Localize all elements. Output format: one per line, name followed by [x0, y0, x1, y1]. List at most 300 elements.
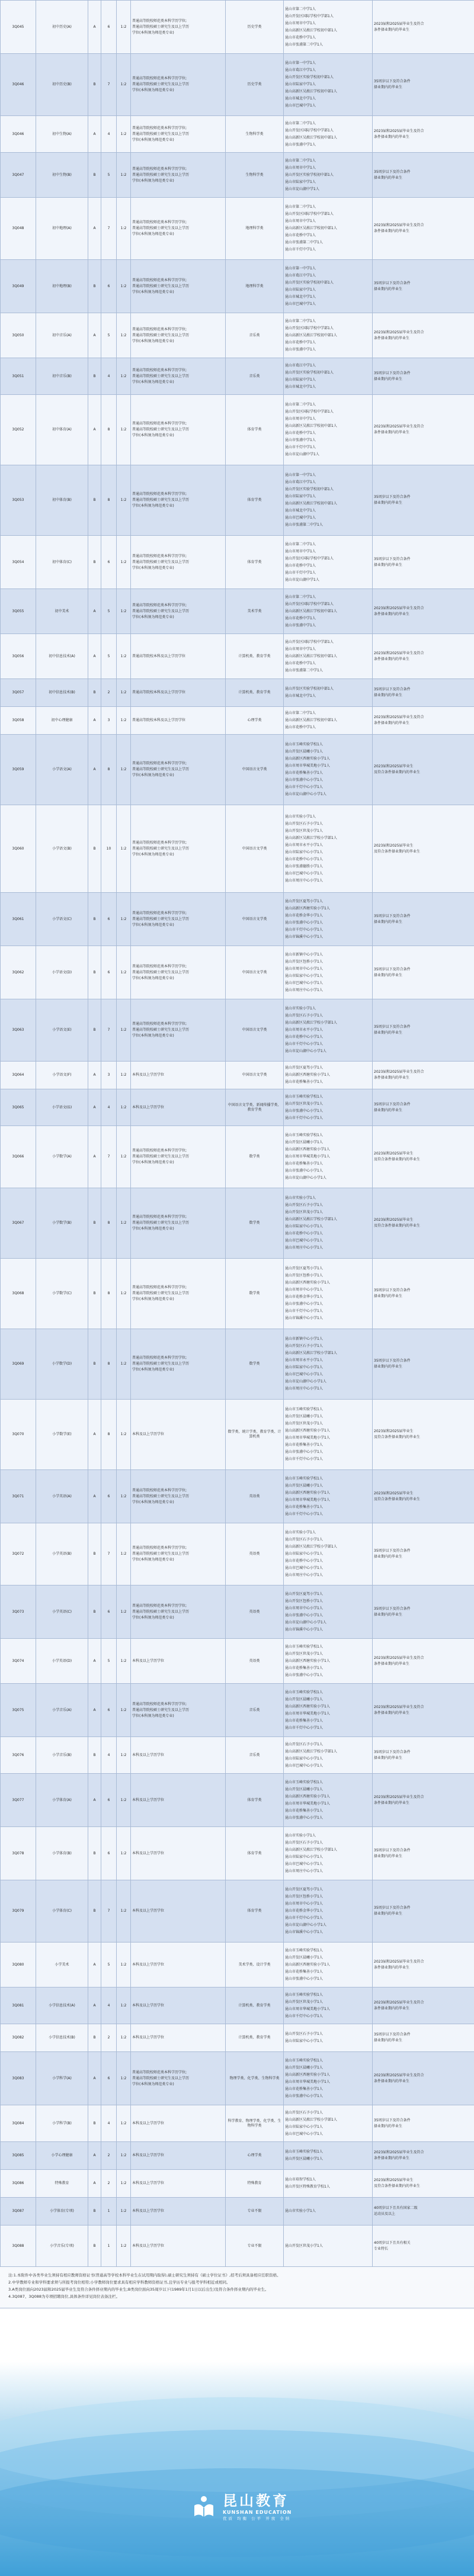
school-line: 昆山开发区世茂小学1人 — [285, 1651, 323, 1656]
school-allocation-cell — [284, 260, 373, 313]
headcount-cell: 4 — [101, 1737, 117, 1774]
category-cell: B — [88, 1880, 101, 1943]
remarks-cell — [373, 634, 474, 679]
position-name-cell: 小学体育(专项) — [36, 2198, 88, 2226]
remark-line: 35周岁以下及符合条件 — [374, 1549, 411, 1553]
category-cell: B — [88, 2198, 101, 2226]
position-code-cell: 3Q065 — [1, 1089, 36, 1126]
major-requirement-cell: 英语类 — [226, 1639, 284, 1684]
requirement-line: 本科及以上学历学位 — [132, 1851, 165, 1855]
remarks-cell — [373, 313, 474, 358]
remark-line: 2023届和2025届毕业生及符合 — [374, 1655, 424, 1660]
footnote-line-4: 4.3Q087、3Q088为专项招聘岗位,具体条件详见岗位表备注栏。 — [8, 2294, 120, 2299]
position-name-cell: 初中生物(A) — [36, 116, 88, 153]
school-line: 昆山开发区包桥小学1人 — [285, 1599, 323, 1603]
requirement-line: 学位(本科须为师范类专业) — [132, 922, 174, 927]
exam-ratio-cell: 1:2 — [117, 2052, 131, 2105]
position-name-cell: 小学体育(A) — [36, 1774, 88, 1827]
requirement-line: 普通高等院校师范类本科学历学位; — [132, 840, 187, 845]
headcount-cell: 2 — [101, 679, 117, 707]
headcount-cell: 4 — [101, 358, 117, 395]
education-requirement-cell — [131, 679, 226, 707]
remark-line: 2023届和2025届毕业生及符合 — [374, 424, 424, 429]
headcount-cell: 8 — [101, 465, 117, 536]
school-line: 昆山高新区吴淞江学校初中部1人 — [285, 89, 337, 94]
school-line: 昆山开发区晨曦小学1人 — [285, 2065, 323, 2070]
category-cell: B — [88, 2226, 101, 2267]
requirement-line: 学位(本科须为师范类专业) — [132, 290, 174, 294]
school-line: 昆山市周庄中心小学1人 — [285, 988, 323, 992]
education-requirement-cell — [131, 1089, 226, 1126]
school-line: 昆山开发区石予小学1人 — [285, 1203, 323, 1207]
remarks-cell — [373, 1470, 474, 1523]
category-cell: A — [88, 116, 101, 153]
requirement-line: 学位(本科须为师范类专业) — [132, 339, 174, 343]
category-cell: B — [88, 153, 101, 198]
remark-line: 择业期内的毕业生 — [374, 287, 403, 291]
category-cell: B — [88, 536, 101, 589]
table-body — [1, 1, 474, 2267]
major-requirement-cell: 数学类 — [226, 1329, 284, 1400]
school-line: 昆山市陆家中心小学1人 — [285, 1854, 323, 1859]
education-requirement-cell — [131, 2226, 226, 2267]
position-name-cell: 小学语文(E) — [36, 999, 88, 1062]
major-requirement-cell: 专业不限 — [226, 2226, 284, 2267]
school-line: 昆山市张浦中心小学1人 — [285, 1673, 323, 1677]
exam-ratio-cell: 1:2 — [117, 1329, 131, 1400]
remark-line: 择业期内的毕业生 — [374, 1755, 403, 1760]
category-cell: B — [88, 1523, 101, 1586]
school-line: 昆山高新区西塘实验小学1人 — [285, 1281, 330, 1285]
position-name-cell: 小学英语(B) — [36, 1523, 88, 1586]
category-cell: A — [88, 2052, 101, 2105]
position-name-cell: 初中心理健康 — [36, 707, 88, 735]
school-line: 昆山市张浦第二中学1人 — [285, 240, 323, 245]
remark-line: 35周岁以下及符合条件 — [374, 2118, 411, 2122]
position-code-cell: 3Q077 — [1, 1774, 36, 1827]
education-requirement-cell — [131, 1684, 226, 1737]
school-line: 昆山市千灯中心小学1人 — [285, 1916, 323, 1920]
requirement-line: 学位(本科须为师范类专业) — [132, 504, 174, 508]
remark-line: 35周岁以下及符合条件 — [374, 687, 411, 692]
table-row — [1, 805, 474, 893]
major-requirement-cell: 数学类 — [226, 1188, 284, 1259]
position-name-cell: 初中信息技术(A) — [36, 634, 88, 679]
headcount-cell: 5 — [101, 1639, 117, 1684]
remark-line: 择业期内的毕业生 — [374, 1365, 403, 1369]
remark-line: 条件择业期内的毕业生 — [374, 2079, 410, 2083]
requirement-line: 普通高等院校本科及以上学历学位 — [132, 718, 186, 722]
position-name-cell: 小学语文(D) — [36, 946, 88, 999]
school-allocation-cell — [284, 2142, 373, 2170]
school-line: 昆山开发区世茂小学1人 — [285, 1210, 323, 1214]
headcount-cell: 6 — [101, 1, 117, 54]
remarks-cell — [373, 2170, 474, 2198]
school-line: 昆山开发区国际学校中学部1人 — [285, 602, 334, 606]
school-line: 昆山市千灯中心小学1人 — [285, 1042, 323, 1046]
remark-line: 35周岁以下及符合条件 — [374, 371, 411, 375]
position-code-cell: 3Q083 — [1, 2052, 36, 2105]
requirement-line: 学位(本科须为师范类专业) — [132, 380, 174, 384]
school-line: 昆山市花桥集善小学1人 — [285, 1808, 323, 1813]
headcount-cell: 8 — [101, 395, 117, 465]
school-line: 昆山开发区特殊教育学校1人 — [285, 2185, 330, 2189]
requirement-line: 学位(本科须为师范类专业) — [132, 178, 174, 183]
major-requirement-cell: 生物科学类 — [226, 153, 284, 198]
major-requirement-cell: 数学类 — [226, 1126, 284, 1188]
school-line: 昆山开发区实验学校初中部1人 — [285, 280, 334, 285]
exam-ratio-cell: 1:2 — [117, 805, 131, 893]
position-name-cell: 小学音乐(B) — [36, 1737, 88, 1774]
headcount-cell: 6 — [101, 1586, 117, 1639]
requirement-line: 普通高等院校师范类本科学历学位; — [132, 368, 187, 372]
category-cell: A — [88, 313, 101, 358]
headcount-cell: 3 — [101, 1062, 117, 1089]
school-line: 昆山市第二中学1人 — [285, 7, 316, 11]
brand-name: 昆山教育 — [223, 2491, 289, 2509]
major-requirement-cell: 计算机类、教育学类 — [226, 2024, 284, 2052]
exam-ratio-cell: 1:2 — [117, 1089, 131, 1126]
remarks-cell — [373, 999, 474, 1062]
footnote — [0, 2266, 474, 2308]
exam-ratio-cell: 1:2 — [117, 2170, 131, 2198]
position-code-cell: 3Q066 — [1, 1126, 36, 1188]
remark-line: 择业期内的毕业生 — [374, 1294, 403, 1298]
position-code-cell: 3Q058 — [1, 707, 36, 735]
requirement-line: 普通高等院校师范类本科学历学位; — [132, 278, 187, 282]
school-line: 昆山市巴城中心小学1人 — [285, 1861, 323, 1866]
remark-line: 条件择业期内的毕业生 — [374, 1076, 410, 1080]
requirement-line: 普通高等院校师范类本科学历学位; — [132, 761, 187, 766]
school-line: 昆山市巴城中心小学1人 — [285, 1763, 323, 1768]
remark-line: 条件择业期内的毕业生 — [374, 27, 410, 32]
table-row — [1, 1, 474, 54]
remark-line: 专业特长 — [374, 2246, 389, 2251]
school-line: 昆山高新区西塘实验小学1人 — [285, 1073, 330, 1077]
school-line: 昆山市周庄中心小学1人 — [285, 1387, 323, 1391]
school-line: 昆山市周市中心小学1人 — [285, 1288, 323, 1292]
exam-ratio-cell: 1:2 — [117, 1259, 131, 1329]
category-cell: B — [88, 1188, 101, 1259]
remark-line: 2023届和2025届毕业生及符合 — [374, 651, 424, 655]
requirement-line: 本科及以上学历学位 — [132, 2003, 165, 2008]
remarks-cell — [373, 2052, 474, 2105]
school-line: 昆山市花桥集善小学1人 — [285, 1080, 323, 1084]
education-requirement-cell — [131, 536, 226, 589]
requirement-line: 普通高等院校硕士研究生及以上学历 — [132, 333, 190, 337]
remarks-cell — [373, 395, 474, 465]
remark-line: 35周岁以下及符合条件 — [374, 557, 411, 561]
school-line: 昆山市实验小学1人 — [285, 1006, 316, 1011]
school-line: 昆山市周市中心小学1人 — [285, 966, 323, 971]
remark-line: 条件择业期内的毕业生 — [374, 657, 410, 661]
requirement-line: 普通高等院校硕士研究生及以上学历 — [132, 24, 190, 29]
major-requirement-cell: 音乐类 — [226, 358, 284, 395]
brand-text — [223, 2493, 292, 2522]
requirement-line: 本科及以上学历学位 — [132, 1909, 165, 1913]
category-cell: A — [88, 1089, 101, 1126]
remark-line: 35周岁以下及符合条件 — [374, 1848, 411, 1853]
position-code-cell: 3Q075 — [1, 1684, 36, 1737]
requirement-line: 普通高等院校硕士研究生及以上学历 — [132, 172, 190, 177]
major-requirement-cell: 美术学类、设计学类 — [226, 1943, 284, 1988]
school-line: 昆山市葛江中学1人 — [285, 480, 316, 484]
remark-line: 2023届和2025届毕业生 — [374, 1491, 414, 1496]
major-requirement-cell: 中国语言文学类 — [226, 946, 284, 999]
category-cell: B — [88, 1259, 101, 1329]
school-allocation-cell — [284, 893, 373, 946]
remarks-cell — [373, 1188, 474, 1259]
position-code-cell: 3Q055 — [1, 589, 36, 634]
remarks-cell — [373, 1943, 474, 1988]
school-allocation-cell — [284, 1062, 373, 1089]
school-line: 昆山开发区包桥小学1人 — [285, 1273, 323, 1278]
headcount-cell: 8 — [101, 1259, 117, 1329]
requirement-line: 本科及以上学历学位 — [132, 1752, 165, 1757]
remarks-cell — [373, 260, 474, 313]
school-line: 昆山市玉峰实验学校1人 — [285, 1690, 323, 1694]
position-code-cell: 3Q085 — [1, 2142, 36, 2170]
requirement-line: 普通高等院校师范类本科学历学位; — [132, 492, 187, 496]
school-line: 昆山市花桥中学1人 — [285, 431, 316, 435]
requirement-line: 普通高等院校师范类本科学历学位; — [132, 1022, 187, 1026]
education-requirement-cell — [131, 313, 226, 358]
school-line: 昆山市花桥集善小学1人 — [285, 1969, 323, 1974]
requirement-line: 学位(本科须为师范类专业) — [132, 1500, 174, 1504]
major-requirement-cell: 历史学类 — [226, 1, 284, 54]
category-cell: A — [88, 1062, 101, 1089]
footnote-line-2: 2.中学教师专业和学科要求须与所报考岗位相符;小学教师岗位要求具有相应学科教师资格证书,且学历专业与报考学科相近或相同。 — [8, 2280, 230, 2285]
table-row — [1, 1684, 474, 1737]
education-requirement-cell — [131, 116, 226, 153]
category-cell: B — [88, 465, 101, 536]
requirement-line: 普通高等院校硕士研究生及以上学历 — [132, 2076, 190, 2080]
major-requirement-cell: 生物科学类 — [226, 116, 284, 153]
school-line: 昆山市城北中学1人 — [285, 294, 316, 299]
remarks-cell — [373, 1, 474, 54]
school-line: 昆山市玉峰实验学校1人 — [285, 1992, 323, 1997]
remarks-cell — [373, 1089, 474, 1126]
remark-line: 35周岁以下及符合条件 — [374, 967, 411, 972]
exam-ratio-cell: 1:2 — [117, 589, 131, 634]
headcount-cell: 6 — [101, 893, 117, 946]
school-allocation-cell — [284, 313, 373, 358]
category-cell: B — [88, 2105, 101, 2142]
school-line: 昆山市锦溪中心小学1人 — [285, 934, 323, 939]
remark-line: 择业期内的毕业生 — [374, 2038, 403, 2043]
remark-line: 2023届和2025届毕业生及符合 — [374, 2073, 424, 2077]
school-line: 昆山开发区实验学校初中部1人 — [285, 172, 334, 177]
remark-line: 择业期内的毕业生 — [374, 1912, 403, 1916]
school-line: 昆山高新区吴淞江学校初中部1人 — [285, 333, 337, 337]
school-line: 昆山市周庄中心小学1人 — [285, 1246, 323, 1250]
school-line: 昆山市陆家中心小学1人 — [285, 1756, 323, 1761]
major-requirement-cell: 心理学类 — [226, 2142, 284, 2170]
school-line: 昆山市玉峰实验学校1人 — [285, 1644, 323, 1649]
headcount-cell: 5 — [101, 153, 117, 198]
category-cell: A — [88, 1684, 101, 1737]
school-line: 昆山市葛江中学1人 — [285, 273, 316, 278]
major-requirement-cell: 体育学类 — [226, 465, 284, 536]
position-code-cell: 3Q067 — [1, 1188, 36, 1259]
school-line: 昆山开发区晨曦小学1人 — [285, 1414, 323, 1419]
school-line: 昆山市千灯中心小学1人 — [285, 1725, 323, 1730]
school-line: 昆山开发区夏驾小学1人 — [285, 1591, 323, 1596]
school-allocation-cell — [284, 707, 373, 735]
remark-line: 2023届和2025届毕业生及符合 — [374, 1959, 424, 1964]
requirement-line: 普通高等院校硕士研究生及以上学历 — [132, 1494, 190, 1498]
table-row — [1, 2052, 474, 2105]
school-line: 昆山开发区晨曦小学1人 — [285, 1787, 323, 1792]
remark-line: 及符合条件择业期内的毕业生 — [374, 1224, 421, 1228]
position-code-cell: 3Q069 — [1, 1329, 36, 1400]
school-line: 昆山开发区国际学校中学部1人 — [285, 128, 334, 133]
remark-line: 择业期内的毕业生 — [374, 1031, 403, 1035]
school-line: 昆山市第二中学1人 — [285, 205, 316, 209]
remark-line: 条件择业期内的毕业生 — [374, 2156, 410, 2160]
remark-line: 2023届和2025届毕业生及符合 — [374, 606, 424, 610]
requirement-line: 学位(本科须为师范类专业) — [132, 1297, 174, 1301]
school-allocation-cell — [284, 1988, 373, 2024]
school-line: 昆山高新区吴淞江学校初中部1人 — [285, 501, 337, 506]
school-line: 昆山高新区吴淞江学校小学部1人 — [285, 1545, 337, 1549]
remark-line: 2023届和2025届毕业生及符合 — [374, 1705, 424, 1709]
school-line: 昆山市花桥金华小学1人 — [285, 913, 323, 918]
table-row — [1, 589, 474, 634]
school-line: 昆山开发区夏驾小学1人 — [285, 1887, 323, 1892]
table-row — [1, 707, 474, 735]
school-line: 昆山高新区西塘实验小学1人 — [285, 906, 330, 911]
headcount-cell: 1 — [101, 2226, 117, 2267]
remark-line: 2023届和2025届毕业生及符合 — [374, 223, 424, 227]
education-requirement-cell — [131, 2198, 226, 2226]
school-line: 昆山市张浦中心小学1人 — [285, 2093, 323, 2098]
headcount-cell: 6 — [101, 536, 117, 589]
school-allocation-cell — [284, 1639, 373, 1684]
school-allocation-cell — [284, 1827, 373, 1880]
requirement-line: 普通高等院校硕士研究生及以上学历 — [132, 374, 190, 378]
requirement-line: 本科及以上学历学位 — [132, 1105, 165, 1109]
education-requirement-cell — [131, 946, 226, 999]
school-allocation-cell — [284, 54, 373, 116]
school-line: 昆山市陆家中心小学1人 — [285, 2039, 323, 2043]
requirement-line: 学位(本科须为师范类专业) — [132, 1558, 174, 1562]
remark-line: 35周岁以下及符合条件 — [374, 1750, 411, 1754]
school-line: 昆山市陆家中心小学1人 — [285, 1365, 323, 1369]
position-name-cell: 小学数学(C) — [36, 1259, 88, 1329]
requirement-line: 学位(本科须为师范类专业) — [132, 88, 174, 92]
category-cell: A — [88, 707, 101, 735]
requirement-line: 普通高等院校师范类本科学历学位; — [132, 964, 187, 969]
category-cell: A — [88, 1126, 101, 1188]
requirement-line: 普通高等院校师范类本科学历学位; — [132, 911, 187, 915]
exam-ratio-cell: 1:2 — [117, 198, 131, 260]
school-line: 昆山市第二中学1人 — [285, 403, 316, 407]
school-line: 昆山市城北中学1人 — [285, 509, 316, 513]
school-line: 昆山市锦溪中心小学1人 — [285, 1930, 323, 1934]
remark-line: 2023届和2025届毕业生及符合 — [374, 1070, 424, 1074]
school-line: 昆山市花桥金华小学1人 — [285, 1295, 323, 1299]
school-line: 昆山市巴城中学1人 — [285, 104, 316, 108]
school-line: 昆山市巴城中心小学1人 — [285, 1372, 323, 1377]
school-line: 昆山市第一中学1人 — [285, 266, 316, 271]
headcount-cell: 7 — [101, 1880, 117, 1943]
requirement-line: 学位(本科须为师范类专业) — [132, 1368, 174, 1372]
remarks-cell — [373, 2226, 474, 2267]
school-line: 昆山市周市中学1人 — [285, 647, 316, 651]
exam-ratio-cell: 1:2 — [117, 946, 131, 999]
headcount-cell: 3 — [101, 707, 117, 735]
position-name-cell: 初中体育(B) — [36, 465, 88, 536]
school-line: 昆山高新区吴淞江学校初中部1人 — [285, 424, 337, 428]
education-requirement-cell — [131, 1774, 226, 1827]
major-requirement-cell: 特殊教育 — [226, 2170, 284, 2198]
position-name-cell: 初中地理(A) — [36, 198, 88, 260]
remark-line: 2023届和2025届毕业生 — [374, 764, 414, 768]
school-allocation-cell — [284, 2226, 373, 2267]
position-name-cell: 小学数学(D) — [36, 1329, 88, 1400]
position-code-cell: 3Q047 — [1, 153, 36, 198]
school-line: 昆山开发区石予小学1人 — [285, 1742, 323, 1747]
requirement-line: 普通高等院校硕士研究生及以上学历 — [132, 916, 190, 921]
education-requirement-cell — [131, 54, 226, 116]
remark-line: 条件择业期内的毕业生 — [374, 336, 410, 340]
exam-ratio-cell: 1:2 — [117, 1737, 131, 1774]
school-line: 昆山市花桥中学1人 — [285, 616, 316, 620]
remark-line: 2023届和2025届毕业生 — [374, 1152, 414, 1156]
requirement-line: 本科及以上学历学位 — [132, 2209, 165, 2213]
remark-line: 2023届和2025届毕业生及符合 — [374, 1794, 424, 1799]
position-code-cell: 3Q051 — [1, 358, 36, 395]
school-line: 昆山市花桥集善小学1人 — [285, 1718, 323, 1723]
position-name-cell: 小学语文(F) — [36, 1062, 88, 1089]
requirement-line: 普通高等院校师范类本科学历学位; — [132, 1702, 187, 1706]
school-line: 昆山高新区西塘实验小学1人 — [285, 757, 330, 761]
remarks-cell — [373, 893, 474, 946]
remark-line: 条件择业期内的毕业生 — [374, 721, 410, 725]
requirement-line: 学位(本科须为师范类专业) — [132, 1227, 174, 1231]
education-requirement-cell — [131, 1988, 226, 2024]
exam-ratio-cell: 1:2 — [117, 735, 131, 805]
school-line: 昆山市葛江中学1人 — [285, 68, 316, 72]
school-allocation-cell — [284, 2198, 373, 2226]
position-code-cell: 3Q080 — [1, 1943, 36, 1988]
school-allocation-cell — [284, 116, 373, 153]
school-line: 昆山开发区实验学校初中部1人 — [285, 687, 334, 691]
school-line: 昆山市千灯中心小学1人 — [285, 1115, 323, 1120]
exam-ratio-cell: 1:2 — [117, 54, 131, 116]
requirement-line: 学位(本科须为师范类专业) — [132, 1713, 174, 1718]
school-line: 昆山市张浦中心小学1人 — [285, 1169, 323, 1173]
education-requirement-cell — [131, 1943, 226, 1988]
position-code-cell: 3Q064 — [1, 1062, 36, 1089]
category-cell: B — [88, 1329, 101, 1400]
school-line: 昆山市张浦中心小学1人 — [285, 1613, 323, 1617]
school-line: 昆山市淀山湖中心小学1人 — [285, 792, 326, 796]
school-line: 昆山市周市华城美地小学1人 — [285, 1497, 330, 1502]
major-requirement-cell: 中国语言文学类 — [226, 735, 284, 805]
table-row — [1, 1639, 474, 1684]
position-code-cell: 3Q046 — [1, 116, 36, 153]
requirement-line: 普通高等院校硕士研究生及以上学历 — [132, 498, 190, 502]
headcount-cell: 7 — [101, 1126, 117, 1188]
requirement-line: 普通高等院校师范类本科学历学位; — [132, 76, 187, 81]
remark-line: 条件择业期内的毕业生 — [374, 1965, 410, 1970]
exam-ratio-cell: 1:2 — [117, 260, 131, 313]
school-line: 昆山开发区包桥小学1人 — [285, 959, 323, 964]
category-cell: B — [88, 893, 101, 946]
school-line: 昆山高新区吴淞江学校小学部1人 — [285, 1351, 337, 1355]
